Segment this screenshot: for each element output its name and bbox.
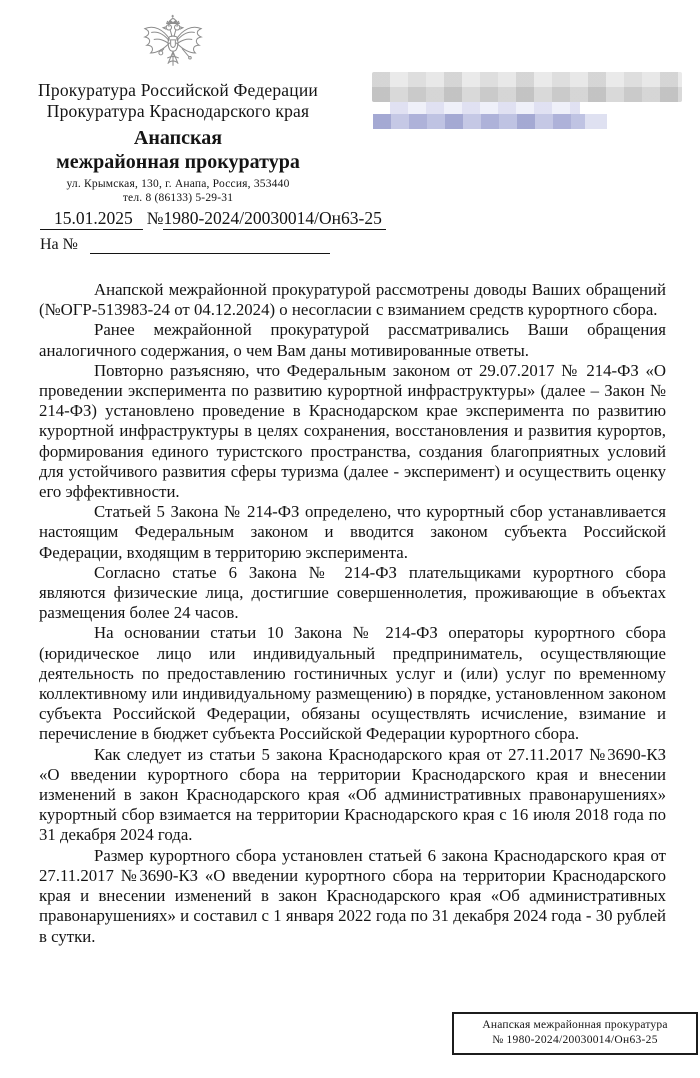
address-line: ул. Крымская, 130, г. Анапа, Россия, 353440 — [66, 178, 290, 190]
paragraph-7: Как следует из статьи 5 закона Краснодарского края от 27.11.2017 №3690-КЗ «О введении курортного сбора на территории Краснодарского края и внесении изменений в закон Краснодарского края «Об административных правонарушениях» курортный сбор взимается на территории Краснодарского края с 16 июля 2018 года по 31 декабря 2024 года. — [39, 744, 666, 845]
date-number-row — [40, 208, 382, 229]
paragraph-3: Повторно разъясняю, что Федеральным законом от 29.07.2017 № 214-ФЗ «О проведении эксперимента по развитию курортной инфраструктуры» (далее – Закон № 214-ФЗ) установлено проведение в Краснодарском крае эксперимента по развитию курортной инфраструктуры в целях сохранения, восстановления и развития курортов, формирования единого туристского пространства, создания благоприятных условий для устойчивого развития сферы туризма (далее - эксперимент) и осуществить оценку его эффективности. — [39, 360, 666, 502]
stamp-number-sign: № — [492, 1034, 504, 1046]
paragraph-8: Размер курортного сбора установлен статьей 6 закона Краснодарского края от 27.11.2017 №3690-КЗ «О введении курортного сбора на территории Краснодарского края и внесении изменений в закон Краснодарского края «Об административных правонарушениях» и составил с 1 января 2022 года по 31 декабря 2024 года - 30 рублей в сутки. — [39, 845, 666, 946]
stamp-number: 1980-2024/20030014/Он63-25 — [506, 1034, 658, 1046]
redacted-recipient-name — [372, 72, 682, 102]
paragraph-4: Статьей 5 Закона № 214-ФЗ определено, что курортный сбор устанавливается настоящим Федеральным законом и вводится законом субъекта Российской Федерации, входящим в территорию эксперимента. — [39, 502, 666, 562]
redacted-recipient-detail — [390, 102, 580, 114]
paragraph-5: Согласно статье 6 Закона № 214-ФЗ плательщиками курортного сбора являются физические лица, достигшие совершеннолетия, проживающие в объектах размещения более 24 часов. — [39, 562, 666, 623]
department-line2: межрайонная прокуратура — [56, 151, 300, 173]
department-line1: Анапская — [133, 127, 223, 149]
phone-line: тел. 8 (86133) 5-29-31 — [122, 191, 234, 204]
registration-stamp — [452, 1012, 698, 1055]
reference-row — [40, 236, 370, 254]
letter-date: 15.01.2025 — [40, 208, 143, 230]
paragraph-1: Анапской межрайонной прокуратурой рассмотрены доводы Ваших обращений (№ОГР-513983-24 от 04.12.2024) о несогласии с взиманием средств курортного сбора. — [39, 280, 666, 320]
reference-label: На № — [40, 236, 78, 253]
paragraph-2: Ранее межрайонной прокуратурой рассматривались Ваши обращения аналогичного содержания, о чем Вам даны мотивированные ответы. — [39, 320, 666, 360]
paragraph-6: На основании статьи 10 Закона № 214-ФЗ операторы курортного сбора (юридическое лицо или индивидуальный предприниматель, осуществляющие деятельность по предоставлению гостиничных услуг и (или) услуг по временному коллективному или индивидуальному размещению) в порядке, установленном законом субъекта Российской Федерации, обязаны осуществлять исчисление, взимание и перечисление в бюджет субъекта Российской Федерации курортного сбора. — [39, 623, 666, 744]
org-line-region: Прокуратура Краснодарского края — [46, 101, 310, 121]
coat-of-arms-icon — [141, 11, 205, 77]
department-name — [28, 126, 328, 174]
outgoing-number: 1980-2024/20030014/Он63-25 — [163, 208, 385, 230]
letter-body — [39, 280, 666, 947]
number-sign: № — [146, 208, 164, 228]
redacted-recipient-address-tail — [585, 114, 607, 129]
stamp-number-line — [460, 1033, 690, 1048]
redacted-recipient-address — [373, 114, 585, 129]
issuing-organization — [28, 80, 328, 122]
reference-blank-line — [90, 240, 330, 254]
org-line-federation: Прокуратура Российской Федерации — [38, 80, 318, 100]
contact-block — [28, 178, 328, 205]
stamp-office-name: Анапская межрайонная прокуратура — [482, 1019, 668, 1031]
